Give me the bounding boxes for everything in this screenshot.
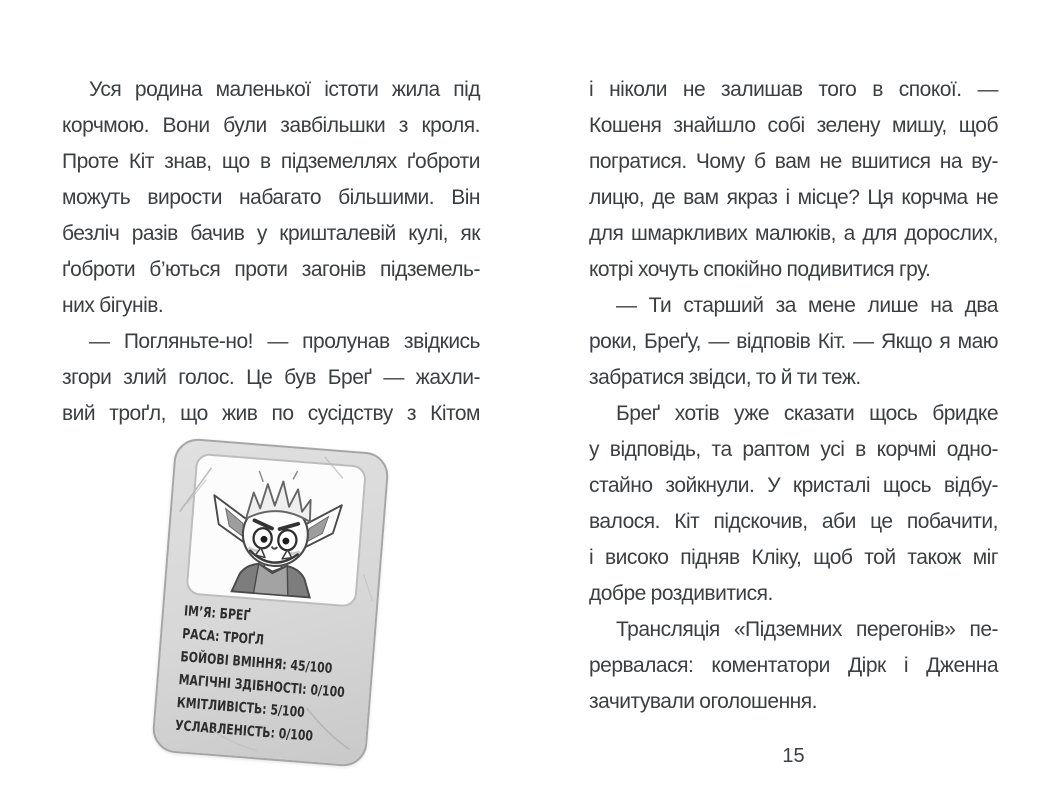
text-line: них бігунів. [62,294,164,317]
character-stats-list [174,600,367,752]
text-line: котрі хочуть спокійно подивитися гру. [589,258,931,281]
text-line: і високо підняв Кліку, щоб той також міг [589,546,998,569]
paragraph [589,396,998,612]
character-portrait [185,453,367,608]
text-line: — Ти старший за мене лише на два [616,294,998,317]
text-line: ґоброти б’ються проти загонів підземель- [62,258,480,281]
text-line: і ніколи не залишав того в спокої. — [589,78,998,101]
text-line: Кошеня знайшло собі зелену мишу, щоб [589,114,998,137]
paragraph [589,612,998,720]
text-line: рервалася: коментатори Дірк і Дженна [589,654,998,677]
text-line: у відповідь, та раптом усі в корчмі одно- [589,438,998,461]
right-text-column [589,72,998,720]
text-line: забратися звідси, то й ти теж. [589,366,861,389]
text-line: можуть вирости набагато більшими. Він [62,186,480,209]
text-line: Проте Кіт знав, що в підземеллях ґоброти [62,150,480,173]
text-line: — Погляньте-но! — пролунав звідкись [89,330,480,353]
character-stat-line: ІМ’Я: БРЕҐ [183,603,251,625]
text-line: Бреґ хотів уже сказати щось бридке [616,402,998,425]
text-line: безліч разів бачив у кришталевій кулі, як [62,222,480,245]
page-number: 15 [782,745,805,767]
character-stat-line: БОЙОВІ ВМІННЯ: 45/100 [179,649,333,678]
character-stat-line: МАГІЧНІ ЗДІБНОСТІ: 0/100 [178,672,346,702]
paragraph [589,288,998,396]
text-line: роки, Бреґу, — відповів Кіт. — Якщо я маю [589,330,998,353]
text-line: добре роздивитися. [589,582,773,605]
left-text-column [62,72,480,432]
troll-boy-portrait-icon [188,455,365,606]
text-line: зачитували оголошення. [589,690,817,713]
text-line: Трансляція «Підземних перегонів» пе- [616,618,998,641]
text-line: лицю, де вам якраз і місце? Ця корчма не [589,186,998,209]
text-line: вий троґл, що жив по сусідству з Кітом [62,402,480,425]
text-line: корчмою. Вони були завбільшки з кроля. [62,114,480,137]
text-line: валося. Кіт підскочив, аби це побачити, [589,510,998,533]
paragraph [589,72,998,288]
character-stat-line: УСЛАВЛЕНІСТЬ: 0/100 [174,717,314,745]
character-stat-line: РАСА: ТРОҐЛ [181,626,265,649]
paragraph [62,324,480,432]
text-line: стайно зойкнули. У кристалі щось відбу- [589,474,998,497]
paragraph [62,72,480,324]
character-card [151,437,390,768]
text-line: згори злий голос. Це був Бреґ — жахли- [62,366,480,389]
text-line: Уся родина маленької істоти жила під [89,78,480,101]
text-line: погратися. Чому б вам не вшитися на ву- [589,150,998,173]
character-card-background [151,437,390,768]
text-line: для шмаркливих малюків, а для дорослих, [589,222,998,245]
character-stat-line: КМІТЛИВІСТЬ: 5/100 [176,694,306,721]
